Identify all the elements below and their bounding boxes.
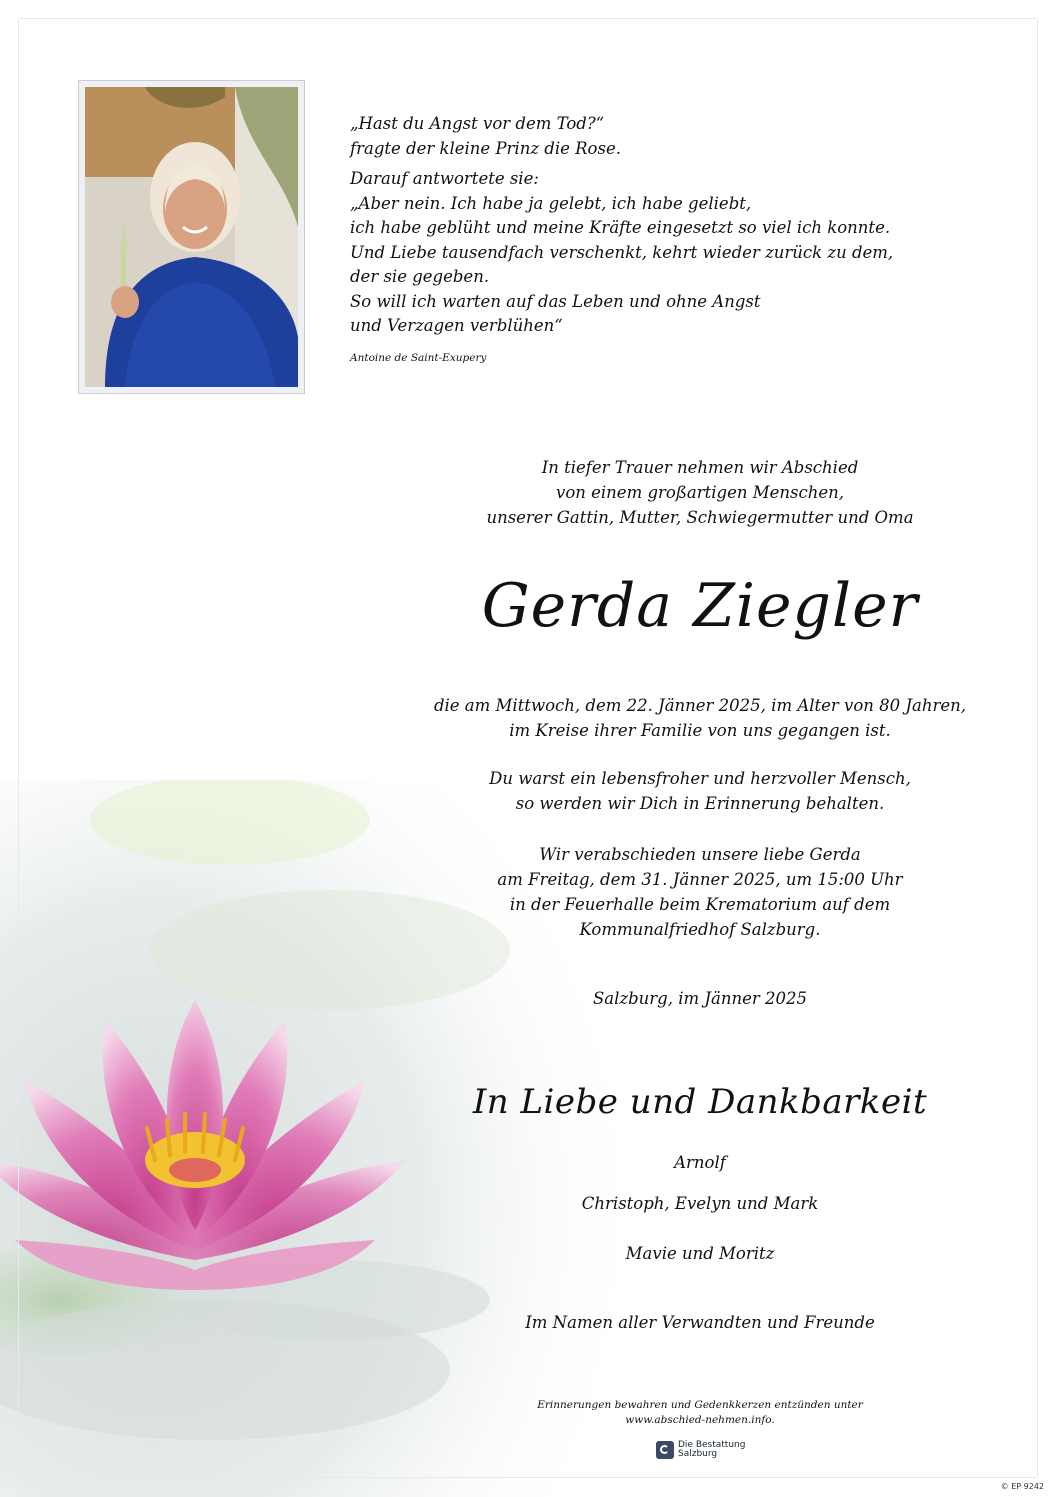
quote-block — [350, 112, 910, 365]
bestattung-logo-icon — [656, 1441, 674, 1459]
quote-line: So will ich warten auf das Leben und ohne Angst — [350, 291, 761, 311]
family-member: Christoph, Evelyn und Mark — [581, 1194, 819, 1213]
tribute-line: Du warst ein lebensfroher und herzvoller Mensch, — [489, 769, 911, 788]
farewell-line: Kommunalfriedhof Salzburg. — [579, 920, 821, 939]
death-notice — [420, 693, 980, 743]
death-line: die am Mittwoch, dem 22. Jänner 2025, im Alter von 80 Jahren, — [433, 696, 967, 715]
quote-line: Darauf antwortete sie: — [350, 169, 539, 188]
portrait-frame — [78, 80, 305, 394]
portrait-photo — [85, 87, 298, 387]
footer-line: Erinnerungen bewahren und Gedenkkerzen entzünden unter — [537, 1399, 863, 1411]
quote-line: und Verzagen verblühen“ — [350, 316, 563, 335]
deceased-name: Gerda Ziegler — [481, 571, 919, 641]
death-line: im Kreise ihrer Familie von uns gegangen ist. — [509, 721, 891, 740]
family-member: Mavie und Moritz — [625, 1244, 775, 1263]
family-member: Arnolf — [674, 1153, 726, 1172]
intro-line: In tiefer Trauer nehmen wir Abschied — [541, 458, 859, 477]
footer-note — [420, 1398, 980, 1428]
farewell-line: Wir verabschieden unsere liebe Gerda — [539, 845, 861, 864]
logo-line: Die Bestattung — [678, 1440, 746, 1450]
quote-line: der sie gegeben. — [350, 267, 490, 286]
quote-line: „Aber nein. Ich habe ja gelebt, ich habe geliebt, — [350, 193, 752, 213]
quote-line: Und Liebe tausendfach verschenkt, kehrt wieder zurück zu dem, — [350, 242, 894, 262]
place-date: Salzburg, im Jänner 2025 — [592, 989, 807, 1008]
intro-text — [420, 455, 980, 530]
quote-line: „Hast du Angst vor dem Tod?“ — [350, 114, 605, 133]
quote-line: ich habe geblüht und meine Kräfte eingesetzt so viel ich konnte. — [350, 218, 891, 237]
farewell-text — [420, 842, 980, 942]
quote-author: Antoine de Saint-Exupery — [350, 351, 487, 364]
intro-line: unserer Gattin, Mutter, Schwiegermutter und Oma — [486, 508, 914, 527]
bestattung-logo — [656, 1440, 745, 1460]
print-code: © EP 9242 — [1000, 1482, 1044, 1491]
tribute-line: so werden wir Dich in Erinnerung behalten. — [515, 794, 885, 813]
farewell-line: in der Feuerhalle beim Krematorium auf dem — [509, 895, 891, 914]
farewell-line: am Freitag, dem 31. Jänner 2025, um 15:00 Uhr — [497, 870, 903, 889]
closing-text: Im Namen aller Verwandten und Freunde — [525, 1313, 875, 1332]
quote-line: fragte der kleine Prinz die Rose. — [350, 138, 621, 158]
footer-link[interactable]: www.abschied-nehmen.info. — [625, 1414, 775, 1426]
logo-line: Salzburg — [678, 1449, 718, 1459]
intro-line: von einem großartigen Menschen, — [556, 483, 844, 502]
dank-heading: In Liebe und Dankbarkeit — [472, 1082, 928, 1122]
tribute-text — [420, 766, 980, 816]
